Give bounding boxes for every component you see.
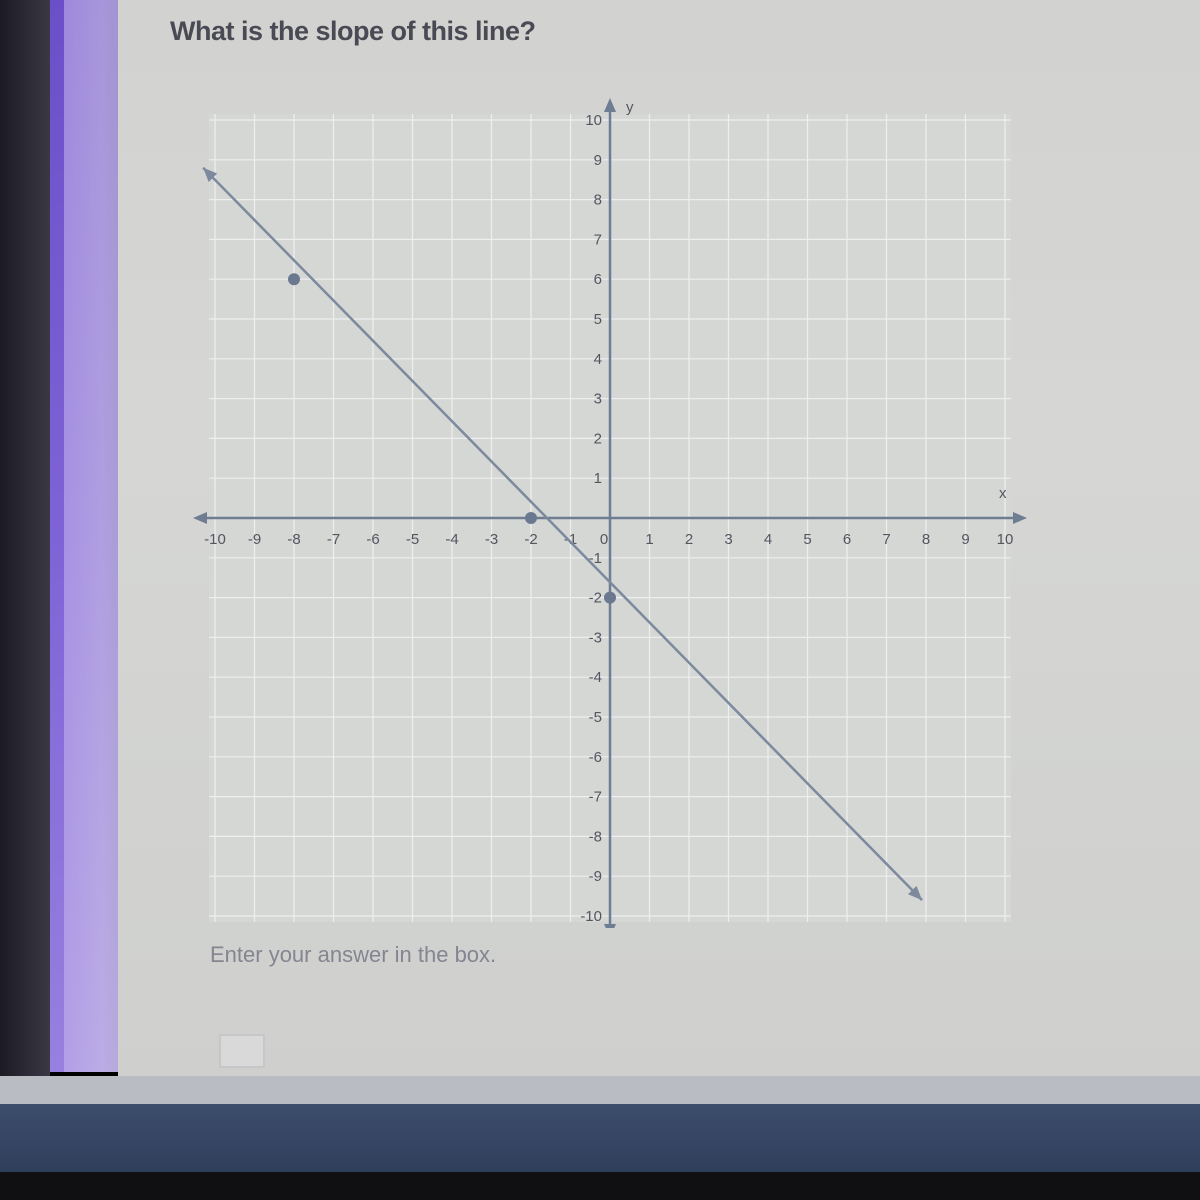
- y-tick-label: 1: [593, 470, 602, 488]
- question-title: What is the slope of this line?: [170, 16, 536, 46]
- x-tick-label: 5: [803, 531, 812, 548]
- x-axis-label: x: [999, 485, 1007, 502]
- y-tick-label: -7: [588, 788, 602, 806]
- y-tick-label: -2: [588, 589, 602, 607]
- x-tick-label: -2: [524, 531, 538, 548]
- y-tick-label: 6: [593, 271, 602, 289]
- y-tick-label: 9: [593, 151, 602, 169]
- y-axis-arrow-down: [604, 924, 616, 928]
- page-bottom-band: [0, 1076, 1200, 1104]
- x-tick-label: -6: [366, 531, 380, 548]
- x-tick-label: 3: [724, 531, 733, 548]
- x-tick-label: -1: [563, 531, 578, 548]
- y-axis-arrow-up: [604, 98, 616, 112]
- graph-point: [288, 273, 300, 285]
- x-tick-label: -7: [326, 531, 341, 548]
- x-tick-label: 10: [996, 531, 1014, 548]
- x-tick-label: -9: [247, 531, 262, 548]
- x-tick-label: 8: [921, 531, 931, 548]
- accent-sidebar-shade: [64, 0, 118, 1072]
- y-tick-label: -10: [580, 908, 602, 925]
- x-axis-arrow-left: [193, 512, 207, 524]
- y-axis-label: y: [626, 99, 634, 116]
- answer-prompt: Enter your answer in the box.: [210, 942, 497, 967]
- taskbar: [0, 1104, 1200, 1172]
- y-tick-label: 4: [593, 350, 602, 368]
- y-tick-label: -3: [588, 629, 602, 647]
- answer-input[interactable]: [219, 1034, 265, 1068]
- y-tick-label: -5: [588, 709, 602, 726]
- y-tick-label: -4: [588, 669, 602, 687]
- x-tick-label: -5: [405, 531, 420, 548]
- x-tick-label: 7: [882, 531, 891, 548]
- x-tick-label: -3: [484, 531, 499, 548]
- x-tick-label: -4: [445, 531, 459, 548]
- y-tick-label: 5: [593, 311, 602, 328]
- y-tick-label: 10: [585, 112, 602, 129]
- x-tick-label: 9: [961, 531, 970, 548]
- y-tick-label: 7: [593, 231, 602, 249]
- y-tick-label: 3: [593, 390, 602, 408]
- y-tick-label: -1: [588, 549, 602, 567]
- window-left-margin: [0, 0, 50, 1080]
- x-tick-label: 1: [645, 531, 654, 548]
- graph-point: [604, 592, 616, 604]
- graph-point: [525, 512, 537, 524]
- x-tick-label: 0: [599, 531, 609, 548]
- coordinate-plane: [170, 78, 1050, 928]
- x-tick-label: -8: [287, 531, 301, 548]
- x-tick-label: 6: [842, 531, 852, 548]
- x-tick-label: -10: [204, 531, 226, 548]
- y-tick-label: -6: [588, 748, 602, 766]
- y-tick-label: -8: [588, 828, 602, 846]
- screen-bezel: [0, 1172, 1200, 1200]
- x-tick-label: 2: [684, 531, 694, 548]
- x-axis-arrow-right: [1013, 512, 1027, 524]
- y-tick-label: -9: [588, 868, 602, 886]
- x-tick-label: 4: [763, 531, 773, 548]
- y-tick-label: 2: [593, 430, 602, 448]
- y-tick-label: 8: [593, 191, 602, 209]
